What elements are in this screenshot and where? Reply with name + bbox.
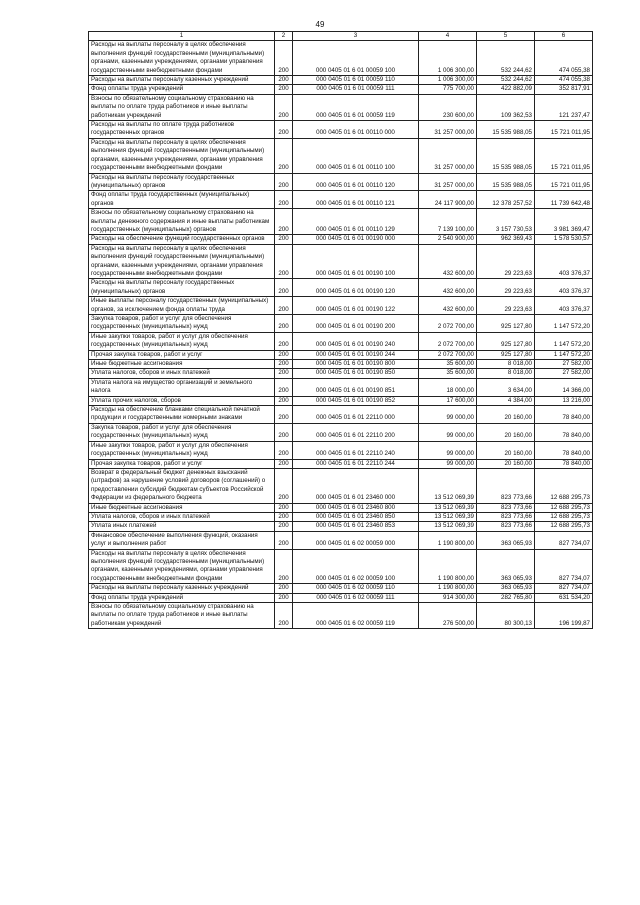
col-header-6: 6 [535,32,593,41]
row-approved-amount: 2 072 700,00 [419,315,477,333]
row-name: Расходы на выплаты персоналу в целях обеспечения выполнения функций государственными (муниципальными) органами, казенными учреждениями, органами управления государственными внебюджетными фондами [89,138,275,173]
row-line-code: 200 [275,396,293,405]
row-budget-code: 000 0405 01 6 01 22110 200 [293,423,419,441]
row-budget-code: 000 0405 01 6 01 22110 000 [293,406,419,424]
row-unexecuted-amount: 3 981 369,47 [535,209,593,235]
row-name: Фонд оплаты труда учреждений [89,85,275,94]
row-name: Иные бюджетные ассигнования [89,360,275,369]
row-name: Прочая закупка товаров, работ и услуг [89,459,275,468]
row-budget-code: 000 0405 01 6 01 00190 100 [293,244,419,279]
table-row [89,121,593,139]
row-name: Закупка товаров, работ и услуг для обеспечения государственных (муниципальных) нужд [89,315,275,333]
row-name: Фонд оплаты труда государственных (муниципальных) органов [89,191,275,209]
table-row [89,85,593,94]
row-name: Расходы на выплаты персоналу в целях обеспечения выполнения функций государственными (муниципальными) органами, казенными учреждениями, органами управления государственными внебюджетными фондами [89,549,275,584]
row-budget-code: 000 0405 01 6 01 23460 853 [293,522,419,531]
table-row [89,191,593,209]
row-approved-amount: 13 512 069,39 [419,512,477,521]
col-header-3: 3 [293,32,419,41]
row-executed-amount: 363 065,93 [477,549,535,584]
table-row [89,360,593,369]
row-name: Расходы на выплаты персоналу в целях обеспечения выполнения функций государственными (муниципальными) органами, казенными учреждениями, органами управления государственными внебюджетными фондами [89,41,275,76]
table-row [89,279,593,297]
table-row [89,41,593,76]
row-executed-amount: 962 369,43 [477,235,535,244]
col-header-1: 1 [89,32,275,41]
row-approved-amount: 31 257 000,00 [419,173,477,191]
row-line-code: 200 [275,459,293,468]
row-line-code: 200 [275,315,293,333]
row-line-code: 200 [275,244,293,279]
row-approved-amount: 99 000,00 [419,423,477,441]
row-name: Закупка товаров, работ и услуг для обеспечения государственных (муниципальных) нужд [89,423,275,441]
row-budget-code: 000 0405 01 6 01 00110 129 [293,209,419,235]
row-approved-amount: 13 512 069,39 [419,468,477,503]
row-line-code: 200 [275,369,293,378]
row-name: Иные закупки товаров, работ и услуг для обеспечения государственных (муниципальных) нужд [89,441,275,459]
row-executed-amount: 20 160,00 [477,406,535,424]
row-unexecuted-amount: 78 840,00 [535,423,593,441]
row-budget-code: 000 0405 01 6 01 00059 119 [293,94,419,120]
table-row [89,531,593,549]
row-approved-amount: 1 006 300,00 [419,76,477,85]
row-name: Прочая закупка товаров, работ и услуг [89,350,275,359]
row-approved-amount: 35 600,00 [419,369,477,378]
table-row [89,209,593,235]
row-unexecuted-amount: 15 721 011,95 [535,173,593,191]
row-budget-code: 000 0405 01 6 01 00190 000 [293,235,419,244]
row-budget-code: 000 0405 01 6 01 00190 244 [293,350,419,359]
table-row [89,332,593,350]
row-approved-amount: 775 700,00 [419,85,477,94]
row-unexecuted-amount: 15 721 011,95 [535,121,593,139]
row-budget-code: 000 0405 01 6 02 00059 100 [293,549,419,584]
row-line-code: 200 [275,378,293,396]
table-row [89,468,593,503]
row-executed-amount: 422 882,09 [477,85,535,94]
row-approved-amount: 1 190 800,00 [419,531,477,549]
row-unexecuted-amount: 631 534,20 [535,593,593,602]
table-row [89,423,593,441]
row-budget-code: 000 0405 01 6 01 00190 850 [293,369,419,378]
row-unexecuted-amount: 827 734,07 [535,584,593,593]
row-unexecuted-amount: 13 216,00 [535,396,593,405]
table-row [89,549,593,584]
row-budget-code: 000 0405 01 6 01 00190 240 [293,332,419,350]
row-unexecuted-amount: 27 582,00 [535,369,593,378]
row-line-code: 200 [275,279,293,297]
row-line-code: 200 [275,191,293,209]
table-row [89,315,593,333]
table-row [89,76,593,85]
row-approved-amount: 13 512 069,39 [419,522,477,531]
row-executed-amount: 20 160,00 [477,441,535,459]
row-unexecuted-amount: 1 147 572,20 [535,315,593,333]
row-name: Взносы по обязательному социальному страхованию на выплаты по оплате труда работников и иные выплаты работникам учреждений [89,603,275,629]
row-budget-code: 000 0405 01 6 01 00059 110 [293,76,419,85]
row-executed-amount: 109 362,53 [477,94,535,120]
row-budget-code: 000 0405 01 6 01 00190 120 [293,279,419,297]
row-unexecuted-amount: 121 237,47 [535,94,593,120]
row-approved-amount: 276 500,00 [419,603,477,629]
row-name: Фонд оплаты труда учреждений [89,593,275,602]
row-unexecuted-amount: 14 366,00 [535,378,593,396]
row-approved-amount: 2 072 700,00 [419,332,477,350]
row-executed-amount: 3 157 730,53 [477,209,535,235]
row-budget-code: 000 0405 01 6 01 00190 851 [293,378,419,396]
row-name: Уплата налогов, сборов и иных платежей [89,512,275,521]
row-budget-code: 000 0405 01 6 01 23460 800 [293,503,419,512]
row-budget-code: 000 0405 01 6 01 22110 240 [293,441,419,459]
table-row [89,396,593,405]
row-executed-amount: 823 773,66 [477,503,535,512]
row-line-code: 200 [275,350,293,359]
row-name: Расходы на обеспечение бланками специальной печатной продукции и государственными номерными знаками [89,406,275,424]
table-row [89,138,593,173]
row-budget-code: 000 0405 01 6 01 00110 100 [293,138,419,173]
row-approved-amount: 24 117 900,00 [419,191,477,209]
row-line-code: 200 [275,423,293,441]
row-executed-amount: 15 535 988,05 [477,121,535,139]
row-line-code: 200 [275,138,293,173]
row-unexecuted-amount: 474 055,38 [535,41,593,76]
row-executed-amount: 8 018,00 [477,360,535,369]
row-budget-code: 000 0405 01 6 01 00190 122 [293,297,419,315]
row-line-code: 200 [275,549,293,584]
row-budget-code: 000 0405 01 6 01 22110 244 [293,459,419,468]
row-budget-code: 000 0405 01 6 01 00059 100 [293,41,419,76]
row-line-code: 200 [275,209,293,235]
table-row [89,584,593,593]
row-unexecuted-amount: 78 840,00 [535,459,593,468]
row-unexecuted-amount: 12 688 295,73 [535,522,593,531]
row-budget-code: 000 0405 01 6 02 00059 119 [293,603,419,629]
row-unexecuted-amount: 1 578 530,57 [535,235,593,244]
row-line-code: 200 [275,522,293,531]
row-name: Уплата налога на имущество организаций и земельного налога [89,378,275,396]
row-executed-amount: 823 773,66 [477,468,535,503]
row-executed-amount: 532 244,62 [477,76,535,85]
row-unexecuted-amount: 403 376,37 [535,244,593,279]
row-executed-amount: 29 223,63 [477,244,535,279]
row-name: Иные бюджетные ассигнования [89,503,275,512]
table-row [89,522,593,531]
row-line-code: 200 [275,297,293,315]
row-unexecuted-amount: 827 734,07 [535,531,593,549]
row-name: Расходы на выплаты персоналу государственных (муниципальных) органов [89,173,275,191]
row-name: Уплата иных платежей [89,522,275,531]
row-line-code: 200 [275,76,293,85]
row-unexecuted-amount: 27 582,00 [535,360,593,369]
row-unexecuted-amount: 403 376,37 [535,297,593,315]
row-executed-amount: 282 765,80 [477,593,535,602]
table-row [89,94,593,120]
row-name: Взносы по обязательному социальному страхованию на выплаты денежного содержания и иные выплаты работникам государственных (муниципальных) органов [89,209,275,235]
row-line-code: 200 [275,441,293,459]
row-executed-amount: 29 223,63 [477,297,535,315]
row-unexecuted-amount: 78 840,00 [535,406,593,424]
page-number: 49 [315,20,325,29]
row-line-code: 200 [275,85,293,94]
row-name: Расходы на обеспечение функций государственных органов [89,235,275,244]
row-unexecuted-amount: 78 840,00 [535,441,593,459]
row-line-code: 200 [275,603,293,629]
row-name: Расходы на выплаты персоналу в целях обеспечения выполнения функций государственными (муниципальными) органами, казенными учреждениями, органами управления государственными внебюджетными фондами [89,244,275,279]
row-budget-code: 000 0405 01 6 01 00190 800 [293,360,419,369]
row-approved-amount: 1 190 800,00 [419,584,477,593]
row-line-code: 200 [275,512,293,521]
row-name: Иные закупки товаров, работ и услуг для обеспечения государственных (муниципальных) нужд [89,332,275,350]
row-executed-amount: 20 160,00 [477,459,535,468]
row-budget-code: 000 0405 01 6 01 00190 852 [293,396,419,405]
table-row [89,369,593,378]
row-approved-amount: 432 600,00 [419,279,477,297]
row-budget-code: 000 0405 01 6 01 00190 200 [293,315,419,333]
row-approved-amount: 31 257 000,00 [419,138,477,173]
row-executed-amount: 15 535 988,05 [477,138,535,173]
row-unexecuted-amount: 827 734,07 [535,549,593,584]
row-approved-amount: 17 600,00 [419,396,477,405]
row-line-code: 200 [275,173,293,191]
row-name: Расходы на выплаты персоналу казенных учреждений [89,76,275,85]
row-name: Иные выплаты персоналу государственных (муниципальных) органов, за исключением фонда оплаты труда [89,297,275,315]
row-unexecuted-amount: 12 688 295,73 [535,512,593,521]
row-executed-amount: 29 223,63 [477,279,535,297]
row-executed-amount: 15 535 988,05 [477,173,535,191]
row-budget-code: 000 0405 01 6 02 00059 000 [293,531,419,549]
row-executed-amount: 925 127,80 [477,332,535,350]
table-row [89,603,593,629]
row-executed-amount: 532 244,62 [477,41,535,76]
row-unexecuted-amount: 196 199,87 [535,603,593,629]
row-budget-code: 000 0405 01 6 01 00059 111 [293,85,419,94]
row-executed-amount: 8 018,00 [477,369,535,378]
table-row [89,235,593,244]
row-line-code: 200 [275,41,293,76]
row-line-code: 200 [275,468,293,503]
col-header-5: 5 [477,32,535,41]
table-row [89,441,593,459]
row-executed-amount: 363 065,93 [477,584,535,593]
row-approved-amount: 18 000,00 [419,378,477,396]
row-line-code: 200 [275,94,293,120]
row-line-code: 200 [275,584,293,593]
col-header-2: 2 [275,32,293,41]
row-name: Финансовое обеспечение выполнения функций, оказания услуг и выполнения работ [89,531,275,549]
row-line-code: 200 [275,503,293,512]
row-executed-amount: 12 378 257,52 [477,191,535,209]
row-approved-amount: 1 006 300,00 [419,41,477,76]
row-approved-amount: 914 300,00 [419,593,477,602]
row-name: Возврат в федеральный бюджет денежных взысканий (штрафов) за нарушение условий договоров (соглашений) о предоставлении субсидий бюджетам субъектов Российской Федерации из федерального бюджета [89,468,275,503]
row-budget-code: 000 0405 01 6 01 23460 000 [293,468,419,503]
row-approved-amount: 432 600,00 [419,297,477,315]
table-row [89,378,593,396]
row-unexecuted-amount: 403 376,37 [535,279,593,297]
table-row [89,173,593,191]
row-name: Взносы по обязательному социальному страхованию на выплаты по оплате труда работников и иные выплаты работникам учреждений [89,94,275,120]
row-executed-amount: 823 773,66 [477,522,535,531]
row-budget-code: 000 0405 01 6 01 00110 121 [293,191,419,209]
row-executed-amount: 925 127,80 [477,350,535,359]
row-unexecuted-amount: 11 739 642,48 [535,191,593,209]
row-name: Расходы на выплаты персоналу казенных учреждений [89,584,275,593]
col-header-4: 4 [419,32,477,41]
row-line-code: 200 [275,531,293,549]
row-unexecuted-amount: 12 688 295,73 [535,468,593,503]
row-budget-code: 000 0405 01 6 01 00110 120 [293,173,419,191]
row-line-code: 200 [275,593,293,602]
row-unexecuted-amount: 352 817,91 [535,85,593,94]
row-line-code: 200 [275,332,293,350]
row-executed-amount: 20 160,00 [477,423,535,441]
table-row [89,244,593,279]
row-executed-amount: 925 127,80 [477,315,535,333]
header-row [89,32,593,41]
row-line-code: 200 [275,121,293,139]
expenditure-table [88,31,593,629]
table-row [89,503,593,512]
row-budget-code: 000 0405 01 6 02 00059 110 [293,584,419,593]
row-unexecuted-amount: 474 055,38 [535,76,593,85]
row-approved-amount: 2 072 700,00 [419,350,477,359]
row-name: Расходы на выплаты по оплате труда работников государственных органов [89,121,275,139]
row-approved-amount: 99 000,00 [419,406,477,424]
table-row [89,350,593,359]
row-approved-amount: 13 512 069,39 [419,503,477,512]
row-name: Уплата налогов, сборов и иных платежей [89,369,275,378]
row-unexecuted-amount: 12 688 295,73 [535,503,593,512]
row-unexecuted-amount: 1 147 572,20 [535,332,593,350]
row-executed-amount: 4 384,00 [477,396,535,405]
row-approved-amount: 2 540 900,00 [419,235,477,244]
row-approved-amount: 230 600,00 [419,94,477,120]
table-row [89,593,593,602]
row-line-code: 200 [275,406,293,424]
row-line-code: 200 [275,235,293,244]
row-executed-amount: 3 634,00 [477,378,535,396]
row-budget-code: 000 0405 01 6 01 00110 000 [293,121,419,139]
row-executed-amount: 823 773,66 [477,512,535,521]
row-unexecuted-amount: 15 721 011,95 [535,138,593,173]
row-approved-amount: 99 000,00 [419,459,477,468]
row-budget-code: 000 0405 01 6 02 00059 111 [293,593,419,602]
table-row [89,297,593,315]
row-executed-amount: 363 065,93 [477,531,535,549]
row-name: Уплата прочих налогов, сборов [89,396,275,405]
row-executed-amount: 80 300,13 [477,603,535,629]
table-row [89,406,593,424]
table-row [89,512,593,521]
row-approved-amount: 35 600,00 [419,360,477,369]
row-approved-amount: 432 600,00 [419,244,477,279]
row-approved-amount: 99 000,00 [419,441,477,459]
row-name: Расходы на выплаты персоналу государственных (муниципальных) органов [89,279,275,297]
row-approved-amount: 7 139 100,00 [419,209,477,235]
row-line-code: 200 [275,360,293,369]
row-budget-code: 000 0405 01 6 01 23460 850 [293,512,419,521]
table-row [89,459,593,468]
row-approved-amount: 1 190 800,00 [419,549,477,584]
row-approved-amount: 31 257 000,00 [419,121,477,139]
row-unexecuted-amount: 1 147 572,20 [535,350,593,359]
